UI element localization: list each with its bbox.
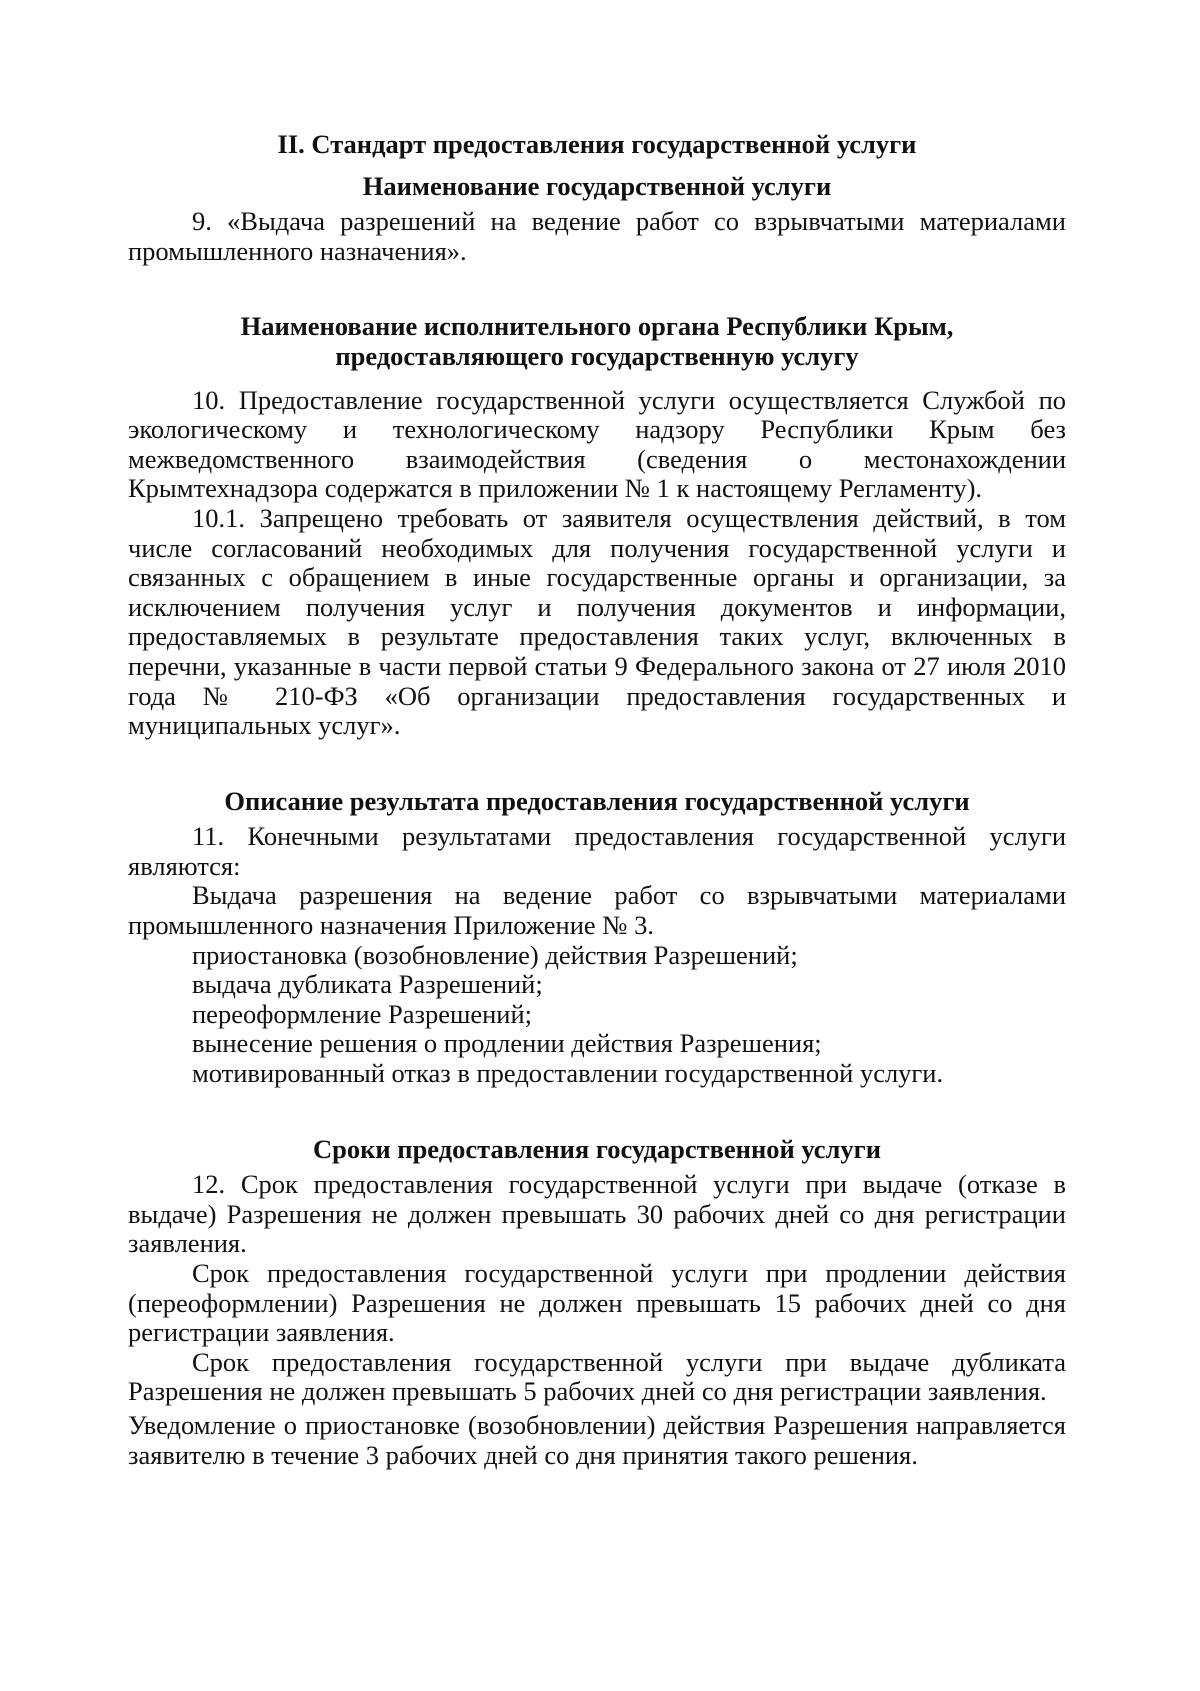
heading-deadlines: Сроки предоставления государственной услуги: [313, 1133, 881, 1164]
paragraph-9: 9. «Выдача разрешений на ведение работ со взрывчатыми материалами промышленного назначения».: [128, 206, 1066, 266]
paragraph-11: 11. Конечными результатами предоставления государственной услуги являются:: [128, 821, 1066, 881]
heading-result-description: Описание результата предоставления государственной услуги: [224, 785, 970, 816]
list-item: вынесение решения о продлении действия Разрешения;: [192, 1028, 822, 1059]
heading-service-name: Наименование государственной услуги: [362, 170, 832, 201]
paragraph-11-result: Выдача разрешения на ведение работ со взрывчатыми материалами промышленного назначения Приложение № 3.: [128, 880, 1066, 941]
paragraph-12-duplicate: Срок предоставления государственной услуги при выдаче дубликата Разрешения не должен превышать 5 рабочих дней со дня регистрации заявления.: [128, 1346, 1066, 1407]
list-item: выдача дубликата Разрешений;: [192, 969, 543, 1000]
paragraph-12-notification: Уведомление о приостановке (возобновлении) действия Разрешения направляется заявителю в течение 3 рабочих дней со дня принятия такого решения.: [128, 1409, 1066, 1470]
section-title: II. Стандарт предоставления государственной услуги: [277, 129, 917, 159]
document-page: [128, 130, 1066, 1470]
list-item: мотивированный отказ в предоставлении государственной услуги.: [192, 1058, 944, 1089]
paragraph-10-1: 10.1. Запрещено требовать от заявителя осуществления действий, в том числе согласований необходимых для получения государственной услуги и связанных с обращением в иные государственные органы и организации, за исключением получения услуг и получения документов и информации, предоставляемых в результате предоставления таких услуг, включенных в перечни, указанные в части первой статьи 9 Федерального закона от 27 июля 2010 года № 210-ФЗ «Об организации предоставления государственных и муниципальных услуг».: [128, 502, 1066, 741]
paragraph-12-extension: Срок предоставления государственной услуги при продлении действия (переоформлении) Разрешения не должен превышать 15 рабочих дней со дня регистрации заявления.: [128, 1258, 1066, 1348]
paragraph-10: 10. Предоставление государственной услуги осуществляется Службой по экологическому и технологическому надзору Республики Крым без межведомственного взаимодействия (сведения о местонахождении Крымтехнадзора содержатся в приложении № 1 к настоящему Регламенту).: [128, 384, 1066, 504]
list-item: приостановка (возобновление) действия Разрешений;: [192, 939, 798, 970]
list-item: переоформление Разрешений;: [192, 998, 533, 1029]
heading-executive-body: Наименование исполнительного органа Республики Крым, предоставляющего государственную услугу: [240, 311, 954, 371]
paragraph-12: 12. Срок предоставления государственной услуги при выдаче (отказе в выдаче) Разрешения не должен превышать 30 рабочих дней со дня регистрации заявления.: [128, 1169, 1066, 1259]
